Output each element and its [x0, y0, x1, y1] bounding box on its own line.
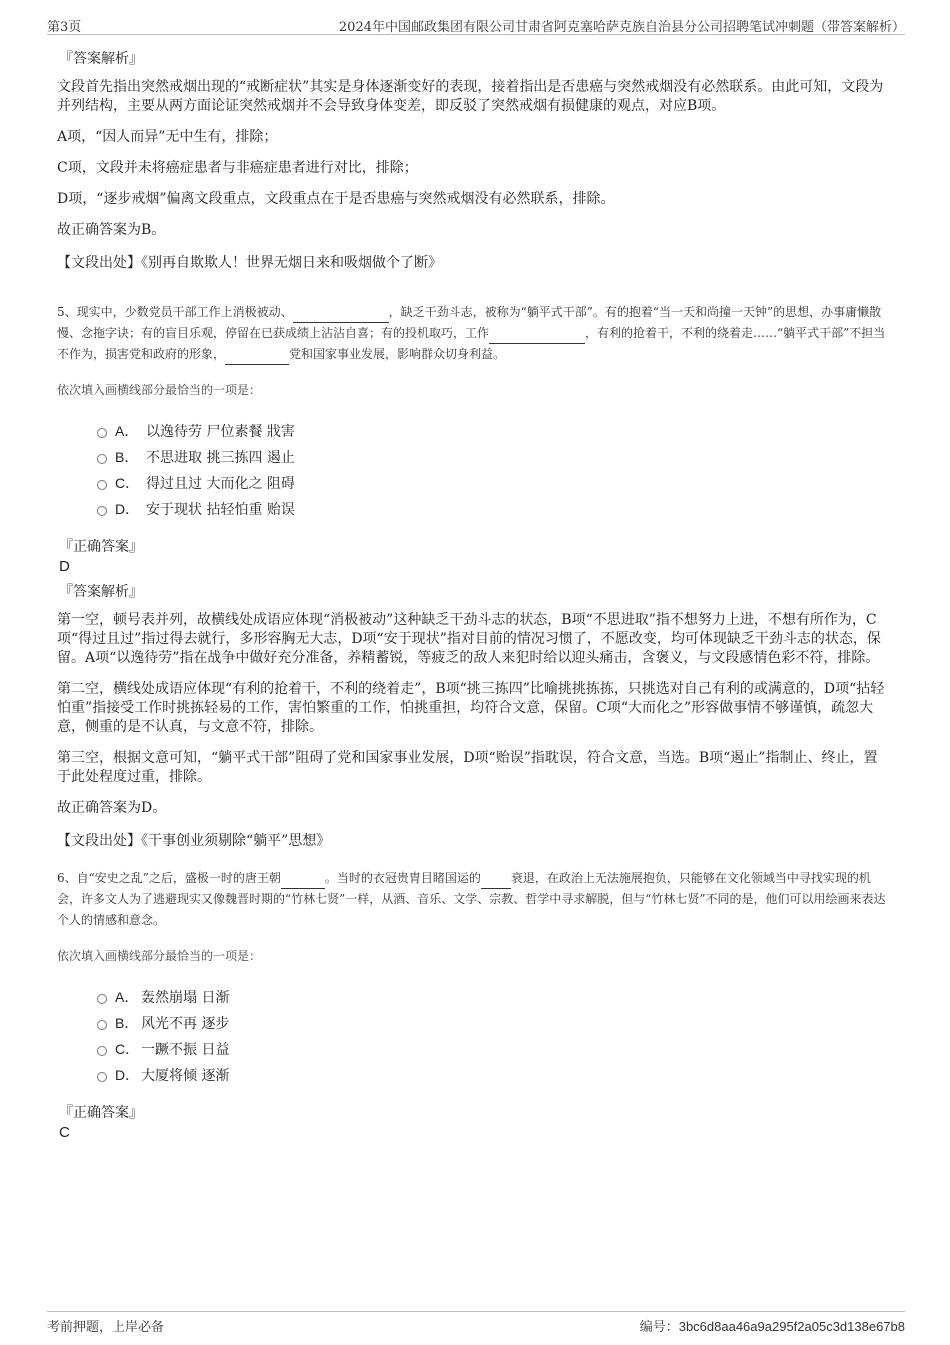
q5-source: 【文段出处】《干事创业须剔除“躺平”思想》 — [57, 833, 331, 849]
q5-analysis-p1: 第一空，顿号表并列，故横线处成语应体现“消极被动”这种缺乏干劲斗志的状态，B项“不思进取”指不想努力上进，不想有所作为，C项“得过且过”指过得去就行，多形容胸无大志，D项“安于现状”指对目前的情况习惯了，不愿改变，均可体现缺乏干劲斗志的状态，保留。A项“以逸待劳”指在战争中做好充分准备，养精蓄锐，等疲乏的敌人来犯时给以迎头痛击，含褒义，与文段感情色彩不符，排除。 — [57, 612, 881, 666]
radio-icon[interactable] — [97, 1072, 107, 1082]
radio-icon[interactable] — [97, 428, 107, 438]
q4-analysis-p3: C项，文段并未将癌症患者与非癌症患者进行对比，排除； — [57, 160, 418, 176]
q6-option-d[interactable]: D． 大厦将倾 逐渐 — [97, 1062, 888, 1088]
q5-analysis-p2: 第二空，横线处成语应体现“有利的抢着干，不利的绕着走”，B项“挑三拣四”比喻挑挑拣拣，只挑选对自己有利的或满意的，D项“拈轻怕重”指接受工作时挑拣轻易的工作，害怕繁重的工作，怕挑重担，均符合文意，保留。C项“大而化之”形容做事情不够谨慎，疏忽大意，侧重的是不认真，与文意不符，排除。 — [57, 681, 885, 735]
page-content — [57, 48, 888, 1147]
q5-option-d[interactable]: D． 安于现状 拈轻怕重 贻误 — [97, 496, 888, 522]
q6-options — [97, 984, 888, 1088]
q6-option-b[interactable]: B． 风光不再 逐步 — [97, 1010, 888, 1036]
q5-correct-label: 『正确答案』 — [59, 539, 143, 555]
question-6 — [57, 868, 888, 1141]
q6-instruction: 依次填入画横线部分最恰当的一项是： — [57, 949, 262, 963]
q5-stem: 5、现实中，少数党员干部工作上消极被动、 ，缺乏干劲斗志，被称为“躺平式干部”。有的抱着“当一天和尚撞一天钟”的思想，办事庸懒散慢、念拖字诀；有的盲目乐观，停留在已获成绩上沾沾自喜；有的投机取巧，工作 ，有利的抢着干，不利的绕着走……“躺平式干部”不担当不作为，损害党和政府的形象， 党和国家事业发展，影响群众切身利益。 — [57, 302, 888, 365]
q4-analysis-p4: D项，“逐步戒烟”偏离文段重点，文段重点在于是否患癌与突然戒烟没有必然联系，排除。 — [57, 191, 615, 207]
q6-blank-2 — [481, 875, 511, 889]
q5-correct-answer: D — [59, 558, 70, 575]
radio-icon[interactable] — [97, 1020, 107, 1030]
q5-instruction: 依次填入画横线部分最恰当的一项是： — [57, 383, 262, 397]
q6-stem: 6、自“安史之乱”之后，盛极一时的唐王朝 。当时的衣冠贵胄目睹国运的 衰退，在政治上无法施展抱负，只能够在文化领域当中寻找实现的机会，许多文人为了逃避现实又像魏晋时期的“竹林七贤”一样，从酒、音乐、文学、宗教、哲学中寻求解脱，但与“竹林七贤”不同的是，他们可以用绘画来表达个人的情感和意念。 — [57, 871, 886, 927]
q4-analysis-p2: A项，“因人而异”无中生有，排除； — [57, 129, 278, 145]
q5-analysis-label: 『答案解析』 — [59, 584, 143, 600]
q5-option-b[interactable]: B． 不思进取 挑三拣四 遏止 — [97, 444, 888, 470]
q6-blank-1 — [281, 875, 325, 889]
q6-option-a[interactable]: A． 轰然崩塌 日渐 — [97, 984, 888, 1010]
q5-blank-2 — [489, 330, 585, 344]
radio-icon[interactable] — [97, 994, 107, 1004]
radio-icon[interactable] — [97, 1046, 107, 1056]
question-5 — [57, 302, 888, 850]
q5-options — [97, 418, 888, 522]
document-title: 2024年中国邮政集团有限公司甘肃省阿克塞哈萨克族自治县分公司招聘笔试冲刺题（带答案解析） — [338, 20, 905, 35]
q4-analysis-p5: 故正确答案为B。 — [57, 222, 166, 238]
radio-icon[interactable] — [97, 506, 107, 516]
page-header — [47, 14, 905, 35]
q6-option-c[interactable]: C． 一蹶不振 日益 — [97, 1036, 888, 1062]
q5-blank-1 — [293, 309, 389, 323]
footer-slogan: 考前押题，上岸必备 — [47, 1320, 165, 1335]
q5-blank-3 — [225, 351, 289, 365]
q4-analysis-p1: 文段首先指出突然戒烟出现的“戒断症状”其实是身体逐渐变好的表现，接着指出是否患癌与突然戒烟没有必然联系。由此可知，文段为并列结构，主要从两方面论证突然戒烟并不会导致身体变差，即反驳了突然戒烟有损健康的观点，对应B项。 — [57, 79, 884, 114]
q5-option-c[interactable]: C． 得过且过 大而化之 阻碍 — [97, 470, 888, 496]
q5-analysis-p3: 第三空，根据文意可知，“躺平式干部”阻碍了党和国家事业发展，D项“贻误”指耽误，符合文意，当选。B项“遏止”指制止、终止，置于此处程度过重，排除。 — [57, 750, 878, 785]
page-footer — [47, 1311, 905, 1334]
q4-analysis-label: 『答案解析』 — [59, 51, 143, 67]
radio-icon[interactable] — [97, 480, 107, 490]
q4-analysis — [57, 48, 888, 272]
q4-source: 【文段出处】《别再自欺欺人！世界无烟日来和吸烟做个了断》 — [57, 255, 442, 271]
page-number: 第3页 — [47, 20, 82, 35]
q6-correct-answer: C — [59, 1124, 70, 1141]
q5-analysis-p4: 故正确答案为D。 — [57, 800, 167, 816]
document-code: 编号：3bc6d8aa46a9a295f2a05c3d138e67b8 — [639, 1319, 905, 1335]
radio-icon[interactable] — [97, 454, 107, 464]
q6-correct-label: 『正确答案』 — [59, 1105, 143, 1121]
q5-option-a[interactable]: A． 以逸待劳 尸位素餐 戕害 — [97, 418, 888, 444]
